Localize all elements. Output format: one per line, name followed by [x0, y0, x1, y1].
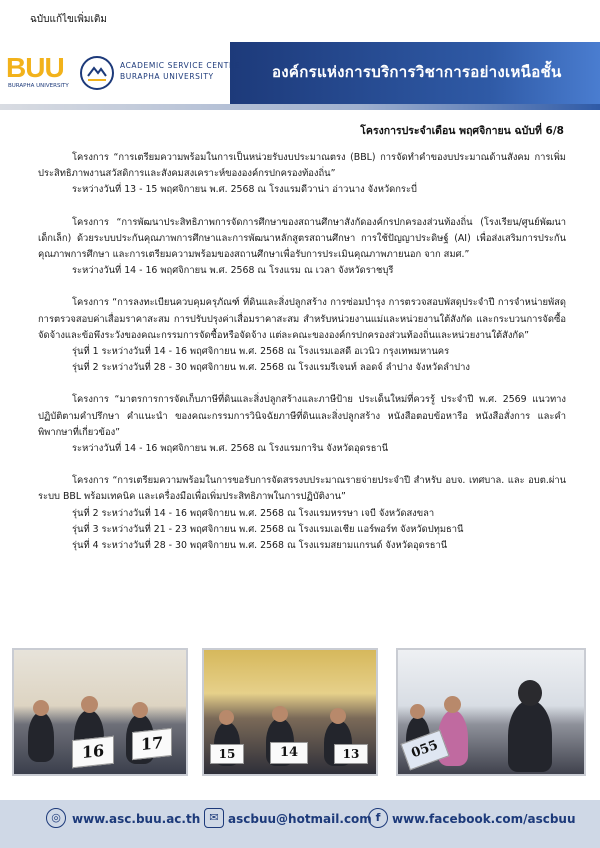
project-description: โครงการ “การเตรียมความพร้อมในการเป็นหน่วยรับงบประมาณตรง (BBL) การจัดทำคำของบประมาณด้านสังคม การเพิ่มประสิทธิภาพงานสวัสดิการและสังคมสงเคราะห์ขององค์กรปกครองท้องถิ่น” — [38, 152, 566, 180]
project-description: โครงการ “การพัฒนาประสิทธิภาพการจัดการศึกษาของสถานศึกษาสังกัดองค์กรปกครองส่วนท้องถิ่น (โรงเรียน/ศูนย์พัฒนาเด็กเล็ก) ด้วยระบบประกันคุณภาพการศึกษาและการพัฒนาหลักสูตรสถานศึกษา การใช้ปัญญาประดิษฐ์ (AI) เพื่อส่งเสริมการประกันคุณภาพการศึกษา และการเตรียมความพร้อมของสถานศึกษาเพื่อรับการประเมินคุณภาพภายนอก จาก สมศ.” — [38, 216, 566, 261]
project-item — [38, 215, 566, 280]
centre-name — [120, 60, 240, 82]
photo-strip — [12, 648, 588, 778]
facebook-link[interactable]: www.facebook.com/ascbuu — [392, 812, 576, 826]
globe-icon: ◎ — [46, 808, 66, 828]
project-item — [38, 473, 566, 554]
email-link[interactable]: ascbuu@hotmail.com — [228, 812, 372, 826]
project-date: รุ่นที่ 2 ระหว่างวันที่ 14 - 16 พฤศจิกายน พ.ศ. 2568 ณ โรงแรมหรรษา เจบี จังหวัดสงขลา — [72, 507, 435, 519]
mail-icon: ✉ — [204, 808, 224, 828]
seat-number-card: 16 — [72, 736, 114, 768]
training-photo — [396, 648, 586, 776]
training-photo — [12, 648, 188, 776]
seat-number-card: 15 — [210, 744, 244, 764]
seat-number-card: 055 — [400, 730, 449, 771]
project-date: รุ่นที่ 3 ระหว่างวันที่ 21 - 23 พฤศจิกายน พ.ศ. 2568 ณ โรงแรมเอเชีย แอร์พอร์ท จังหวัดปทุมธานี — [72, 523, 464, 535]
seat-number-card: 13 — [334, 744, 368, 764]
project-date: รุ่นที่ 4 ระหว่างวันที่ 28 - 30 พฤศจิกายน พ.ศ. 2568 ณ โรงแรมสยามแกรนด์ จังหวัดอุดรธานี — [72, 540, 448, 552]
asc-logo-icon — [80, 56, 114, 90]
training-photo — [202, 648, 378, 776]
buu-logo — [6, 52, 72, 92]
project-description: โครงการ “การเตรียมความพร้อมในการขอรับการจัดสรรงบประมาณรายจ่ายประจำปี สำหรับ อบจ. เทศบาล. และ อบต.ผ่านระบบ BBL พร้อมเทคนิค และเครื่องมือเพื่อเพิ่มประสิทธิภาพในการปฏิบัติงาน” — [38, 475, 566, 503]
project-date: ระหว่างวันที่ 14 - 16 พฤศจิกายน พ.ศ. 2568 ณ โรงแรมการิน จังหวัดอุดรธานี — [72, 443, 389, 455]
seat-number-card: 14 — [270, 742, 308, 764]
project-item — [38, 392, 566, 457]
issue-label: โครงการประจำเดือน พฤศจิกายน ฉบับที่ 6/8 — [360, 125, 564, 137]
facebook-icon: f — [368, 808, 388, 828]
project-list — [38, 150, 566, 570]
banner-title: องค์กรแห่งการบริการวิชาการอย่างเหนือชั้น — [272, 63, 562, 81]
revision-note: ฉบับแก้ไขเพิ่มเติม — [30, 14, 107, 25]
project-date: ระหว่างวันที่ 13 - 15 พฤศจิกายน พ.ศ. 2568 ณ โรงแรมดีวาน่า อ่าวนาง จังหวัดกระบี่ — [72, 184, 417, 196]
project-date: รุ่นที่ 1 ระหว่างวันที่ 14 - 16 พฤศจิกายน พ.ศ. 2568 ณ โรงแรมเอสดี อเวนิว กรุงเทพมหานคร — [72, 346, 450, 358]
logo-subtitle: BURAPHA UNIVERSITY — [8, 83, 69, 89]
centre-line-1: ACADEMIC SERVICE CENTRE — [120, 61, 241, 70]
project-date: ระหว่างวันที่ 14 - 16 พฤศจิกายน พ.ศ. 2568 ณ โรงแรม ณ เวลา จังหวัดราชบุรี — [72, 265, 394, 277]
project-description: โครงการ “มาตรการการจัดเก็บภาษีที่ดินและสิ่งปลูกสร้างและภาษีป้าย ประเด็นใหม่ที่ควรรู้ ประจำปี พ.ศ. 2569 แนวทางปฏิบัติตามคำปรึกษา คำแนะนำ ของคณะกรรมการวินิจฉัยภาษีที่ดินและสิ่งปลูกสร้าง หนังสือตอบข้อหารือ หนังสือสั่งการ และคำพิพากษาที่เกี่ยวข้อง” — [38, 394, 566, 438]
seat-number-card: 17 — [132, 728, 172, 760]
project-description: โครงการ “การลงทะเบียนควบคุมครุภัณฑ์ ที่ดินและสิ่งปลูกสร้าง การซ่อมบำรุง การตรวจสอบพัสดุประจำปี การจำหน่ายพัสดุ การตรวจสอบค่าเสื่อมราคาสะสม การปรับปรุงค่าเสื่อมราคาสะสม สำหรับหน่วยงานแม่และหน่วยงานใต้สังกัด และกระบวนการจัดซื้อจัดจ้างและข้อพึงระวังของคณะกรรมการจัดซื้อหรือจัดจ้าง แต่ละคณะขององค์กรปกครองส่วนท้องถิ่นและหน่วยงานใต้สังกัด” — [38, 297, 566, 341]
project-item — [38, 295, 566, 376]
project-item — [38, 150, 566, 199]
header-stripe — [0, 104, 600, 110]
project-date: รุ่นที่ 2 ระหว่างวันที่ 28 - 30 พฤศจิกายน พ.ศ. 2568 ณ โรงแรมรีเจนท์ ลอดจ์ ลำปาง จังหวัดลำปาง — [72, 362, 470, 374]
logo-text: BUU — [6, 52, 64, 83]
website-link[interactable]: www.asc.buu.ac.th — [72, 812, 201, 826]
centre-line-2: BURAPHA UNIVERSITY — [120, 72, 214, 81]
